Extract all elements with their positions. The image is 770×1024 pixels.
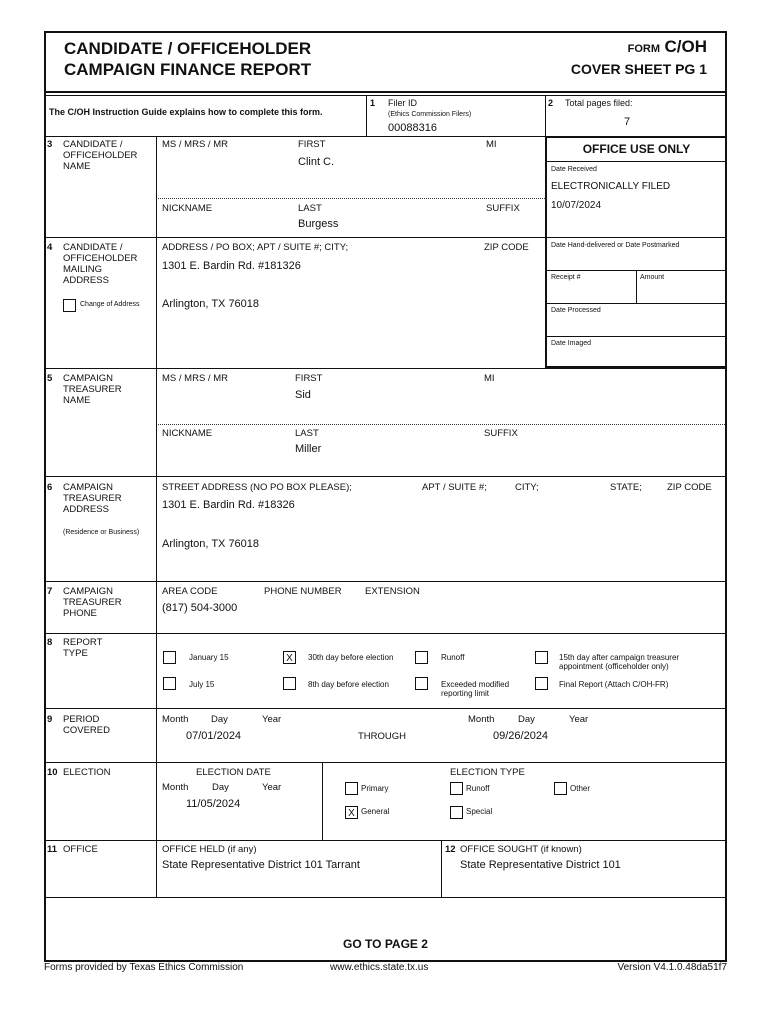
report-type-exceeded-label [441, 680, 509, 698]
s10-type-label: ELECTION TYPE [450, 767, 525, 778]
header-divider-2 [44, 95, 727, 96]
total-pages-left-border [545, 95, 546, 137]
s7-label-1: CAMPAIGN [63, 586, 113, 597]
election-runoff-label: Runoff [466, 784, 490, 793]
s8-bottom [44, 708, 727, 709]
s3-nickname-label: NICKNAME [162, 203, 213, 214]
s7-bottom [44, 633, 727, 634]
outer-border-left [44, 31, 46, 962]
s5-nickname-label: NICKNAME [162, 428, 213, 439]
s5-last-label: LAST [295, 428, 319, 439]
s6-bottom [44, 581, 727, 582]
s6-address-line1[interactable]: 1301 E. Bardin Rd. #18326 [162, 499, 295, 511]
report-type-15th-day-label [559, 653, 679, 671]
s5-num: 5 [47, 373, 53, 384]
s6-label [63, 482, 122, 515]
s4-num: 4 [47, 242, 53, 253]
form-title-line2: CAMPAIGN FINANCE REPORT [64, 60, 312, 79]
s3-mi-label: MI [486, 139, 497, 150]
instruction-row-bottom [44, 136, 546, 137]
s9-bottom [44, 762, 727, 763]
report-type-8th-day-label: 8th day before election [308, 680, 389, 689]
s7-area-label: AREA CODE [162, 586, 218, 597]
report-type-30th-day-label: 30th day before election [308, 653, 394, 662]
s10-day-label: Day [212, 782, 229, 793]
s9-num: 9 [47, 714, 53, 725]
s9-label-2: COVERED [63, 725, 110, 736]
go-to-page-2: GO TO PAGE 2 [343, 937, 428, 951]
s4-address-line2[interactable]: Arlington, TX 76018 [162, 298, 260, 310]
s7-label [63, 586, 122, 619]
s9-label-1: PERIOD [63, 714, 100, 725]
s7-label-2: TREASURER [63, 597, 122, 608]
instruction-text: The C/OH Instruction Guide explains how to complete this form. [49, 107, 323, 117]
s4-address-label: ADDRESS / PO BOX; APT / SUITE #; CITY; [162, 242, 349, 253]
s7-phone-label: PHONE NUMBER [264, 586, 342, 597]
s12-sought-value[interactable]: State Representative District 101 [460, 859, 621, 871]
s5-label-1: CAMPAIGN [63, 373, 113, 384]
form-word: FORM [627, 43, 661, 55]
election-other-checkbox[interactable] [554, 782, 567, 795]
filer-id-num: 1 [370, 98, 376, 108]
electronically-filed: ELECTRONICALLY FILED [551, 181, 671, 192]
report-type-january-15-label: January 15 [189, 653, 229, 662]
footer-left: Forms provided by Texas Ethics Commission [44, 962, 244, 973]
s10-year-label: Year [262, 782, 282, 793]
s9-to-day-label: Day [518, 714, 535, 725]
s5-mi-label: MI [484, 373, 495, 384]
form-code-value: C/OH [664, 37, 707, 56]
office-use-line-3 [547, 303, 726, 304]
change-of-address-checkbox[interactable] [63, 299, 76, 312]
s5-dotted-divider [158, 424, 725, 425]
total-pages-value[interactable]: 7 [624, 116, 631, 128]
s4-zip-label: ZIP CODE [484, 242, 529, 253]
report-type-exceeded-checkbox[interactable] [415, 677, 428, 690]
s5-last-value[interactable]: Miller [295, 443, 322, 455]
s10-num: 10 [47, 767, 58, 778]
form-title-line1: CANDIDATE / OFFICEHOLDER [64, 39, 312, 58]
s11-num: 11 [47, 844, 58, 855]
election-primary-checkbox[interactable] [345, 782, 358, 795]
election-other-label: Other [570, 784, 591, 793]
report-type-runoff-checkbox[interactable] [415, 651, 428, 664]
total-pages-num: 2 [548, 98, 554, 108]
s11-bottom [44, 897, 727, 898]
s4-bottom [44, 368, 727, 369]
s9-from-year-label: Year [262, 714, 282, 725]
s11-held-value[interactable]: State Representative District 101 Tarrant [162, 859, 360, 871]
report-type-8th-day-checkbox[interactable] [283, 677, 296, 690]
report-type-july-15-checkbox[interactable] [163, 677, 176, 690]
change-of-address-label: Change of Address [80, 301, 140, 308]
outer-border-top [44, 31, 727, 33]
form-code [628, 37, 707, 57]
s10-date-label: ELECTION DATE [196, 767, 271, 778]
s3-last-value[interactable]: Burgess [298, 218, 339, 230]
s11-held-label: OFFICE HELD (if any) [162, 844, 257, 855]
footer-website[interactable]: www.ethics.state.tx.us [330, 962, 429, 973]
s9-to-year-label: Year [569, 714, 589, 725]
s4-label-2: OFFICEHOLDER [63, 253, 138, 264]
s7-ext-label: EXTENSION [365, 586, 420, 597]
report-type-exceeded-line1: Exceeded modified [441, 680, 510, 689]
s5-label [63, 373, 122, 406]
s8-num: 8 [47, 637, 53, 648]
office-use-line-4 [547, 336, 726, 337]
amount-label: Amount [640, 274, 665, 281]
s3-num: 3 [47, 139, 53, 150]
report-type-final-checkbox[interactable] [535, 677, 548, 690]
s4-label [63, 242, 137, 286]
s10-bottom [44, 840, 727, 841]
s10-month-label: Month [162, 782, 189, 793]
s9-to-month-label: Month [468, 714, 495, 725]
s9-from-date[interactable]: 07/01/2024 [186, 730, 242, 742]
report-type-exceeded-line2: reporting limit [441, 689, 490, 698]
hand-delivered-label: Date Hand-delivered or Date Postmarked [551, 242, 680, 249]
s3-last-label: LAST [298, 203, 322, 214]
s10-label: ELECTION [63, 767, 111, 778]
s9-to-date[interactable]: 09/26/2024 [493, 730, 549, 742]
filer-id-left-border [366, 95, 367, 137]
s10-date-type-divider [322, 762, 323, 840]
s5-bottom [44, 476, 727, 477]
s10-date-value[interactable]: 11/05/2024 [186, 798, 241, 810]
office-use-title-line [547, 161, 726, 162]
s12-num: 12 [445, 844, 456, 855]
s3-first-label: FIRST [298, 139, 326, 150]
s12-sought-label: OFFICE SOUGHT (if known) [460, 844, 582, 855]
imaged-label: Date Imaged [551, 340, 592, 347]
report-type-july-15-label: July 15 [189, 680, 215, 689]
s4-label-1: CANDIDATE / [63, 242, 123, 253]
s6-label-1: CAMPAIGN [63, 482, 113, 493]
election-runoff-checkbox[interactable] [450, 782, 463, 795]
s3-suffix-label: SUFFIX [486, 203, 520, 214]
election-special-checkbox[interactable] [450, 806, 463, 819]
form-title [64, 38, 311, 80]
s3-label-2: OFFICEHOLDER [63, 150, 138, 161]
report-type-30th-day-checkbox[interactable]: X [283, 651, 296, 664]
s9-label [63, 714, 110, 736]
filer-id-sub: (Ethics Commission Filers) [388, 111, 472, 118]
s8-label-2: TYPE [63, 648, 88, 659]
header-divider [44, 91, 727, 93]
s4-label-4: ADDRESS [63, 275, 109, 286]
s5-label-2: TREASURER [63, 384, 122, 395]
s3-first-value[interactable]: Clint C. [298, 156, 335, 168]
filed-date: 10/07/2024 [551, 200, 602, 211]
s3-label [63, 139, 137, 172]
s6-label-2: TREASURER [63, 493, 122, 504]
s3-label-3: NAME [63, 161, 91, 172]
s5-first-value[interactable]: Sid [295, 389, 311, 401]
s11-label: OFFICE [63, 844, 98, 855]
s4-address-line1[interactable]: 1301 E. Bardin Rd. #181326 [162, 260, 301, 272]
receipt-amount-divider [636, 270, 637, 304]
s4-label-3: MAILING [63, 264, 103, 275]
s6-city-label: CITY; [515, 482, 539, 493]
s3-label-1: CANDIDATE / [63, 139, 123, 150]
s6-num: 6 [47, 482, 53, 493]
s11-s12-divider [441, 840, 442, 897]
s5-label-3: NAME [63, 395, 91, 406]
s6-address-line2[interactable]: Arlington, TX 76018 [162, 538, 260, 550]
election-general-label: General [361, 807, 390, 816]
s9-through-label: THROUGH [358, 731, 407, 742]
receipt-label: Receipt # [551, 274, 581, 281]
office-use-line-1 [547, 237, 726, 238]
s5-first-label: FIRST [295, 373, 323, 384]
election-primary-label: Primary [361, 784, 389, 793]
s5-suffix-label: SUFFIX [484, 428, 518, 439]
report-type-15th-day-line1: 15th day after campaign treasurer [559, 653, 680, 662]
s3-bottom [44, 237, 546, 238]
election-general-checkbox[interactable]: X [345, 806, 358, 819]
s8-label-1: REPORT [63, 637, 103, 648]
report-type-15th-day-checkbox[interactable] [535, 651, 548, 664]
cover-sheet-label: COVER SHEET PG 1 [570, 61, 707, 77]
s3-prefix-label: MS / MRS / MR [162, 139, 228, 150]
report-type-final-label: Final Report (Attach C/OH-FR) [559, 680, 669, 689]
election-special-label: Special [466, 807, 493, 816]
s6-label-3: ADDRESS [63, 504, 109, 515]
s6-apt-label: APT / SUITE #; [422, 482, 487, 493]
report-type-january-15-checkbox[interactable] [163, 651, 176, 664]
s9-from-day-label: Day [211, 714, 228, 725]
report-type-15th-day-line2: appointment (officeholder only) [559, 662, 669, 671]
report-type-runoff-label: Runoff [441, 653, 465, 662]
s6-zip-label: ZIP CODE [667, 482, 712, 493]
processed-label: Date Processed [551, 307, 601, 314]
s6-state-label: STATE; [610, 482, 642, 493]
s9-from-month-label: Month [162, 714, 189, 725]
s6-street-label: STREET ADDRESS (NO PO BOX PLEASE); [162, 482, 352, 493]
filer-id-value[interactable]: 00088316 [388, 122, 437, 134]
total-pages-label: Total pages filed: [565, 98, 633, 108]
s8-label [63, 637, 102, 659]
s5-prefix-label: MS / MRS / MR [162, 373, 228, 384]
office-use-title: OFFICE USE ONLY [582, 142, 691, 156]
filer-id-label: Filer ID [388, 98, 417, 108]
s3-dotted-divider [158, 198, 545, 199]
label-column-divider [156, 136, 157, 897]
s7-label-3: PHONE [63, 608, 97, 619]
s7-num: 7 [47, 586, 53, 597]
s7-phone-value[interactable]: (817) 504-3000 [162, 602, 238, 614]
footer-version: Version V4.1.0.48da51f7 [617, 962, 727, 973]
date-received-label: Date Received [551, 166, 597, 173]
s6-sub: (Residence or Business) [63, 529, 140, 536]
